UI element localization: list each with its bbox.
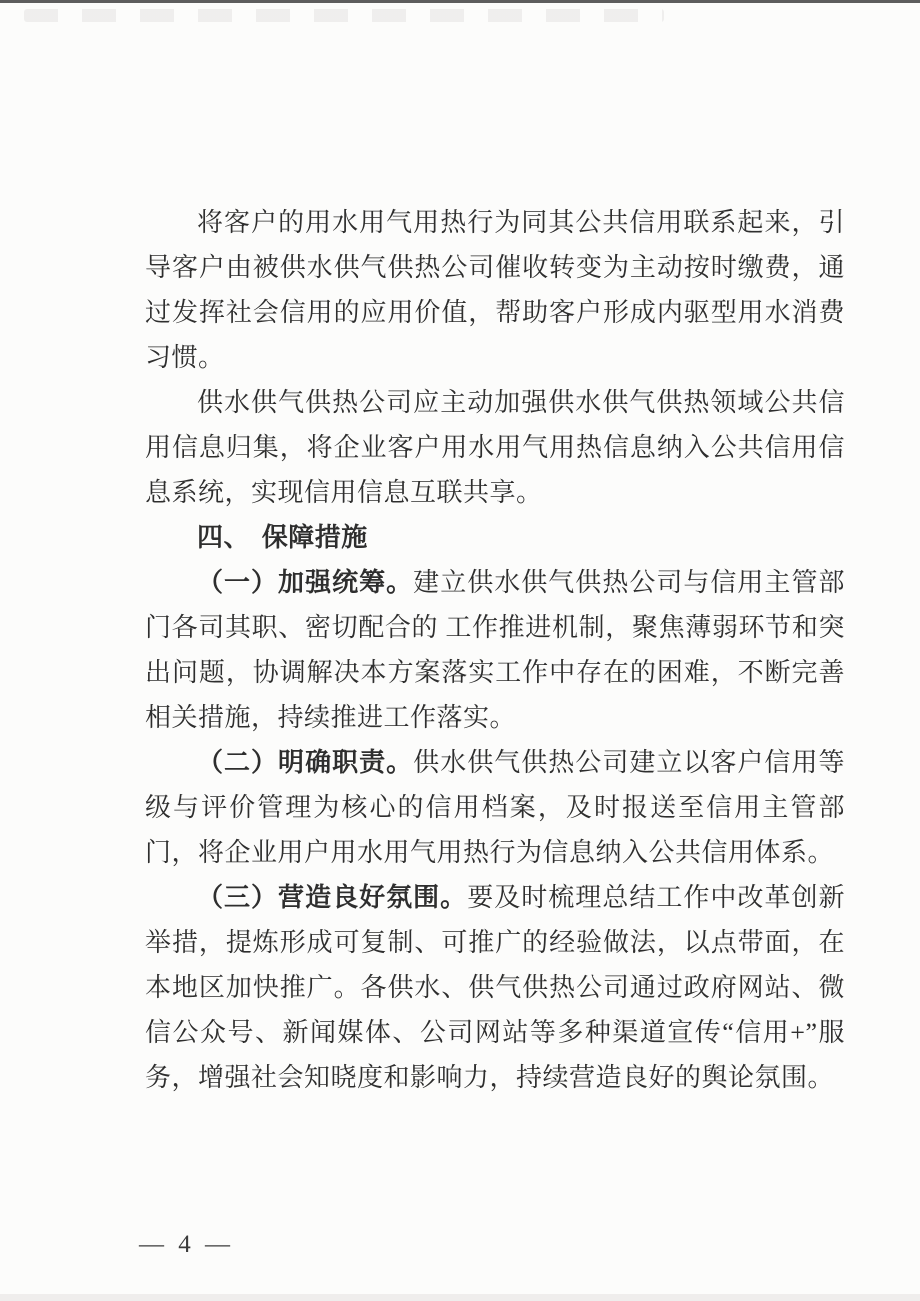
paragraph-credit-info (145, 380, 845, 515)
section-heading-safeguards (145, 515, 845, 560)
paragraph-text: 要及时梳理总结工作中改革创新举措，提炼形成可复制、可推广的经验做法，以点带面，在本地区加快推广。各供水、供气供热公司通过政府网站、微信公众号、新闻媒体、公司网站等多种渠道宣传“信用+”服务，增强社会知晓度和影响力，持续营造良好的舆论氛围。 (145, 883, 845, 1092)
paragraph-lead: （三）营造良好氛围。 (197, 883, 468, 912)
document-body (145, 200, 845, 1100)
scan-artifact-bottom-strip (0, 1294, 920, 1301)
paragraph-item-3 (145, 875, 845, 1100)
paragraph-text: 将客户的用水用气用热行为同其公共信用联系起来，引导客户由被供水供气供热公司催收转变为主动按时缴费，通过发挥社会信用的应用价值，帮助客户形成内驱型用水消费习惯。 (145, 208, 845, 372)
section-number: 四、 (197, 523, 251, 552)
paragraph-lead: （一）加强统筹。 (197, 568, 414, 597)
paragraph-item-1 (145, 560, 845, 740)
section-title: 保障措施 (261, 523, 368, 552)
paragraph-intro (145, 200, 845, 380)
scan-artifact-top-line (0, 0, 920, 3)
page-number: — 4 — (139, 1231, 234, 1258)
paragraph-text: 供水供气供热公司建立以客户信用等级与评价管理为核心的信用档案，及时报送至信用主管部门，将企业用户用水用气用热行为信息纳入公共信用体系。 (145, 748, 845, 867)
scan-artifact-top-smudge (24, 9, 664, 22)
paragraph-lead: （二）明确职责。 (197, 748, 414, 777)
paragraph-text: 建立供水供气供热公司与信用主管部门各司其职、密切配合的 工作推进机制，聚焦薄弱环节和突出问题，协调解决本方案落实工作中存在的困难，不断完善相关措施，持续推进工作落实。 (145, 568, 845, 732)
paragraph-item-2 (145, 740, 845, 875)
paragraph-text: 供水供气供热公司应主动加强供水供气供热领域公共信用信息归集，将企业客户用水用气用热信息纳入公共信用信息系统，实现信用信息互联共享。 (145, 388, 845, 507)
